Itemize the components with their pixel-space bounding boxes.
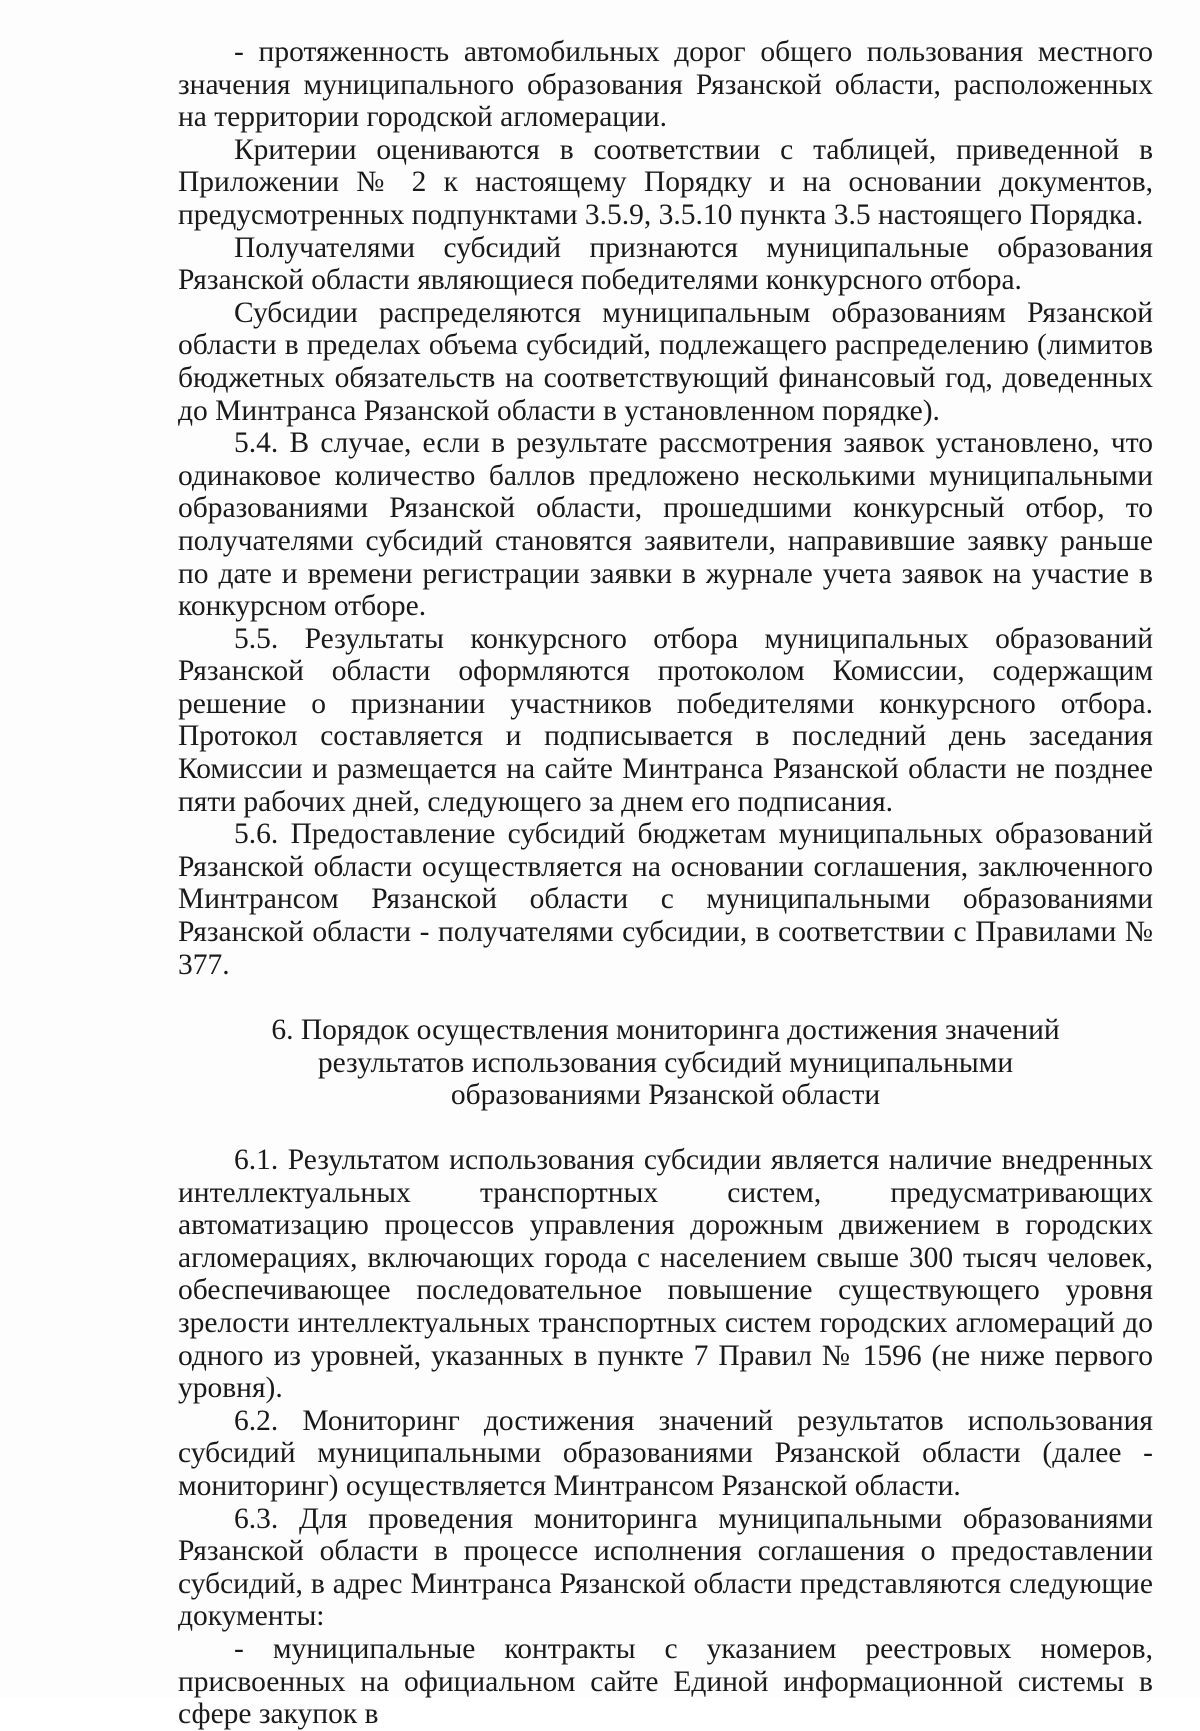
paragraph-6-3: 6.3. Для проведения мониторинга муниципальными образованиями Рязанской области в процессе исполнения соглашения о предоставлении субсидий, в адрес Минтранса Рязанской области представляются следующие документы: bbox=[178, 1502, 1153, 1633]
paragraph-6-2: 6.2. Мониторинг достижения значений результатов использования субсидий муниципальными образованиями Рязанской области (далее - мониторинг) осуществляется Минтрансом Рязанской области. bbox=[178, 1404, 1153, 1502]
paragraph-recipients: Получателями субсидий признаются муниципальные образования Рязанской области являющиеся победителями конкурсного отбора. bbox=[178, 231, 1153, 297]
paragraph-5-6: 5.6. Предоставление субсидий бюджетам муниципальных образований Рязанской области осуществляется на основании соглашения, заключенного Минтрансом Рязанской области с муниципальными образованиями Рязанской области - получателями субсидии, в соответствии с Правилами № 377. bbox=[178, 818, 1153, 981]
paragraph-road-length: - протяженность автомобильных дорог общего пользования местного значения муниципального образования Рязанской области, расположенных на территории городской агломерации. bbox=[178, 36, 1153, 134]
section-heading-line-3: образованиями Рязанской области bbox=[450, 1079, 881, 1112]
section-heading-line-1: 6. Порядок осуществления мониторинга достижения значений bbox=[271, 1014, 1060, 1047]
paragraph-criteria: Критерии оцениваются в соответствии с таблицей, приведенной в Приложении № 2 к настоящему Порядку и на основании документов, предусмотренных подпунктами 3.5.9, 3.5.10 пункта 3.5 настоящего Порядка. bbox=[178, 133, 1153, 231]
section-6-heading bbox=[178, 1014, 1153, 1112]
paragraph-6-1: 6.1. Результатом использования субсидии является наличие внедренных интеллектуальных транспортных систем, предусматривающих автоматизацию процессов управления дорожным движением в городских агломерациях, включающих города с населением свыше 300 тысяч человек, обеспечивающее последовательное повышение существующего уровня зрелости интеллектуальных транспортных систем городских агломераций до одного из уровней, указанных в пункте 7 Правил № 1596 (не ниже первого уровня). bbox=[178, 1144, 1153, 1405]
paragraph-contracts: - муниципальные контракты с указанием реестровых номеров, присвоенных на официальном сайте Единой информационной системы в сфере закупок в bbox=[178, 1632, 1153, 1731]
paragraph-distribution: Субсидии распределяются муниципальным образованиям Рязанской области в пределах объема субсидий, подлежащего распределению (лимитов бюджетных обязательств на соответствующий финансовый год, доведенных до Минтранса Рязанской области в установленном порядке). bbox=[178, 296, 1153, 427]
paragraph-5-5: 5.5. Результаты конкурсного отбора муниципальных образований Рязанской области оформляются протоколом Комиссии, содержащим решение о признании участников победителями конкурсного отбора. Протокол составляется и подписывается в последний день заседания Комиссии и размещается на сайте Минтранса Рязанской области не позднее пяти рабочих дней, следующего за днем его подписания. bbox=[178, 622, 1153, 818]
section-heading-line-2: результатов использования субсидий муниципальными bbox=[317, 1046, 1014, 1079]
document-body bbox=[178, 36, 1153, 1731]
paragraph-5-4: 5.4. В случае, если в результате рассмотрения заявок установлено, что одинаковое количество баллов предложено несколькими муниципальными образованиями Рязанской области, прошедшими конкурсный отбор, то получателями субсидий становятся заявители, направившие заявку раньше по дате и времени регистрации заявки в журнале учета заявок на участие в конкурсном отборе. bbox=[178, 427, 1153, 623]
